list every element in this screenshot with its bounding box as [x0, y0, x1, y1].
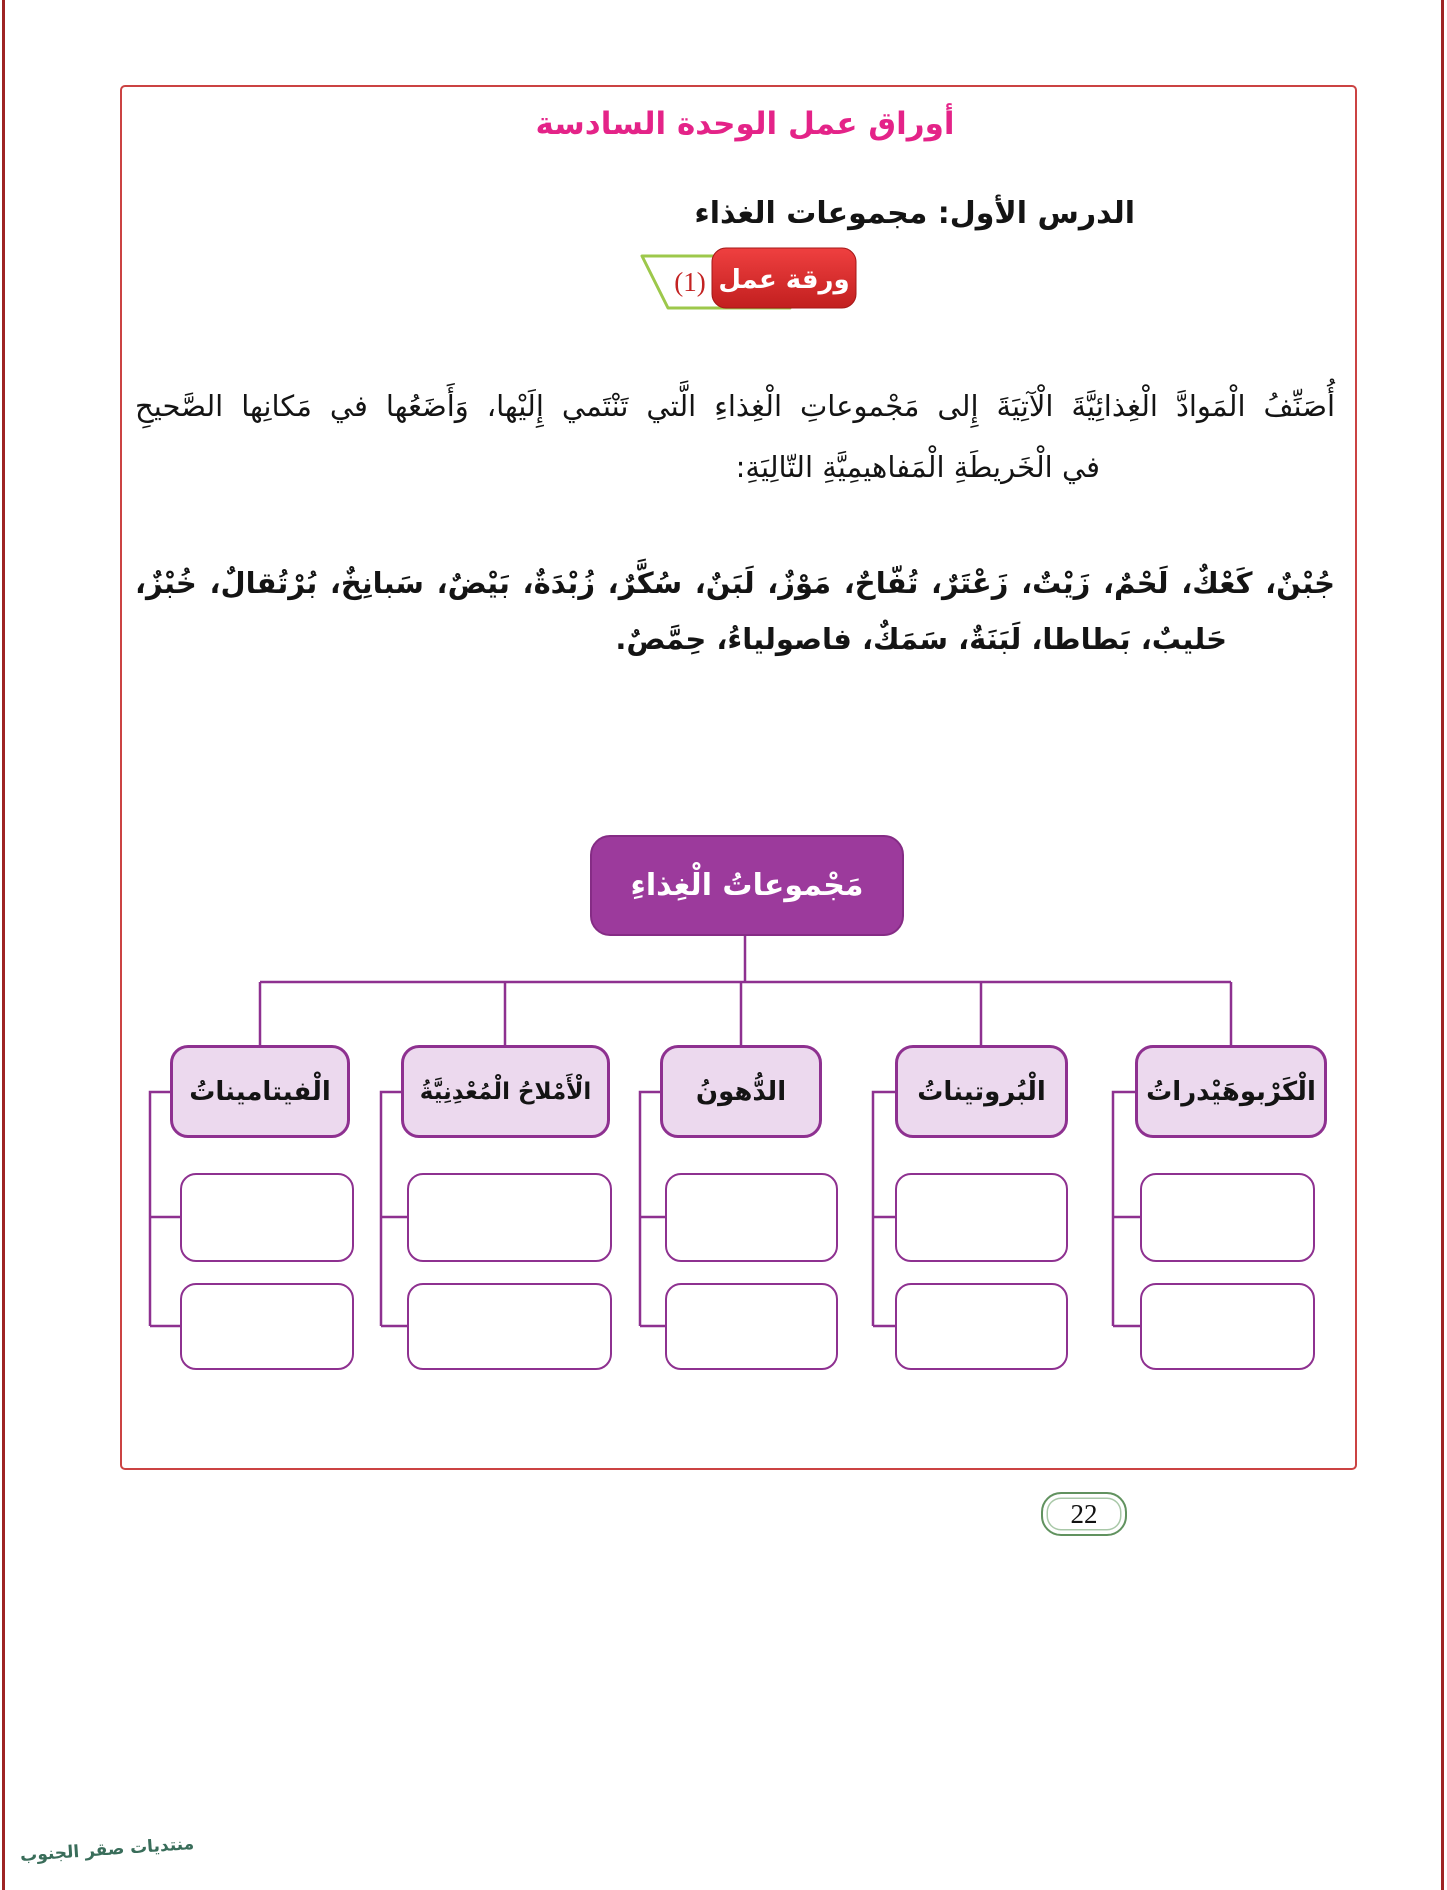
answer-box-fats-2[interactable] [665, 1283, 838, 1370]
page-number: 22 [1070, 1498, 1098, 1529]
answer-box-carbohydrates-1[interactable] [1140, 1173, 1315, 1262]
forum-watermark: منتديات صقر الجنوب [19, 1833, 195, 1867]
concept-map-root: مَجْموعاتُ الْغِذاءِ [590, 835, 904, 936]
scan-edge-line-right [1441, 0, 1444, 1890]
instruction-line-2: في الْخَريطَةِ الْمَفاهيمِيَّةِ التّالِيَةِ: [735, 449, 1100, 484]
answer-box-proteins-2[interactable] [895, 1283, 1068, 1370]
category-box-fats: الدُّهونُ [660, 1045, 822, 1138]
lesson-heading: الدرس الأول: مجموعات الغذاء [694, 196, 1135, 231]
answer-box-vitamins-2[interactable] [180, 1283, 354, 1370]
category-box-carbohydrates: الْكَرْبوهَيْدراتُ [1135, 1045, 1327, 1138]
category-box-proteins: الْبُروتيناتُ [895, 1045, 1068, 1138]
answer-box-vitamins-1[interactable] [180, 1173, 354, 1262]
food-items-list [135, 562, 1335, 661]
category-box-mineral-salts: الْأَمْلاحُ الْمُعْدِنِيَّةُ [401, 1045, 610, 1138]
answer-box-fats-1[interactable] [665, 1173, 838, 1262]
food-items-line-1: جُبْنٌ، كَعْكٌ، لَحْمٌ، زَيْتٌ، زَعْتَرٌ، تُفّاحٌ، مَوْزٌ، لَبَنٌ، سُكَّرٌ، زُبْدَةٌ، بَيْضٌ، سَبانِخٌ، بُرْتُقالٌ، خُبْزٌ، [135, 566, 1335, 600]
scan-edge-line-left [2, 0, 5, 1890]
answer-box-carbohydrates-2[interactable] [1140, 1283, 1315, 1370]
answer-box-mineral-salts-2[interactable] [407, 1283, 612, 1370]
instruction-line-1: أُصَنِّفُ الْمَوادَّ الْغِذائِيَّةَ الْآتِيَةَ إِلى مَجْموعاتِ الْغِذاءِ الَّتي تَنْتَمي إِلَيْها، وَأَضَعُها في مَكانِها الصَّحيحِ [135, 389, 1335, 423]
worksheet-badge [628, 244, 868, 314]
instruction-paragraph [135, 384, 1335, 490]
answer-box-mineral-salts-1[interactable] [407, 1173, 612, 1262]
food-items-line-2: حَليبٌ، بَطاطا، لَبَنَةٌ، سَمَكٌ، فاصولياءُ، حِمَّصٌ. [615, 621, 1227, 656]
page-title: أوراق عمل الوحدة السادسة [535, 106, 955, 142]
worksheet-badge-label: ورقة عمل [718, 265, 850, 295]
worksheet-number: (1) [674, 267, 706, 297]
answer-box-proteins-1[interactable] [895, 1173, 1068, 1262]
category-box-vitamins: الْفيتاميناتُ [170, 1045, 350, 1138]
page-number-badge [1041, 1492, 1127, 1536]
